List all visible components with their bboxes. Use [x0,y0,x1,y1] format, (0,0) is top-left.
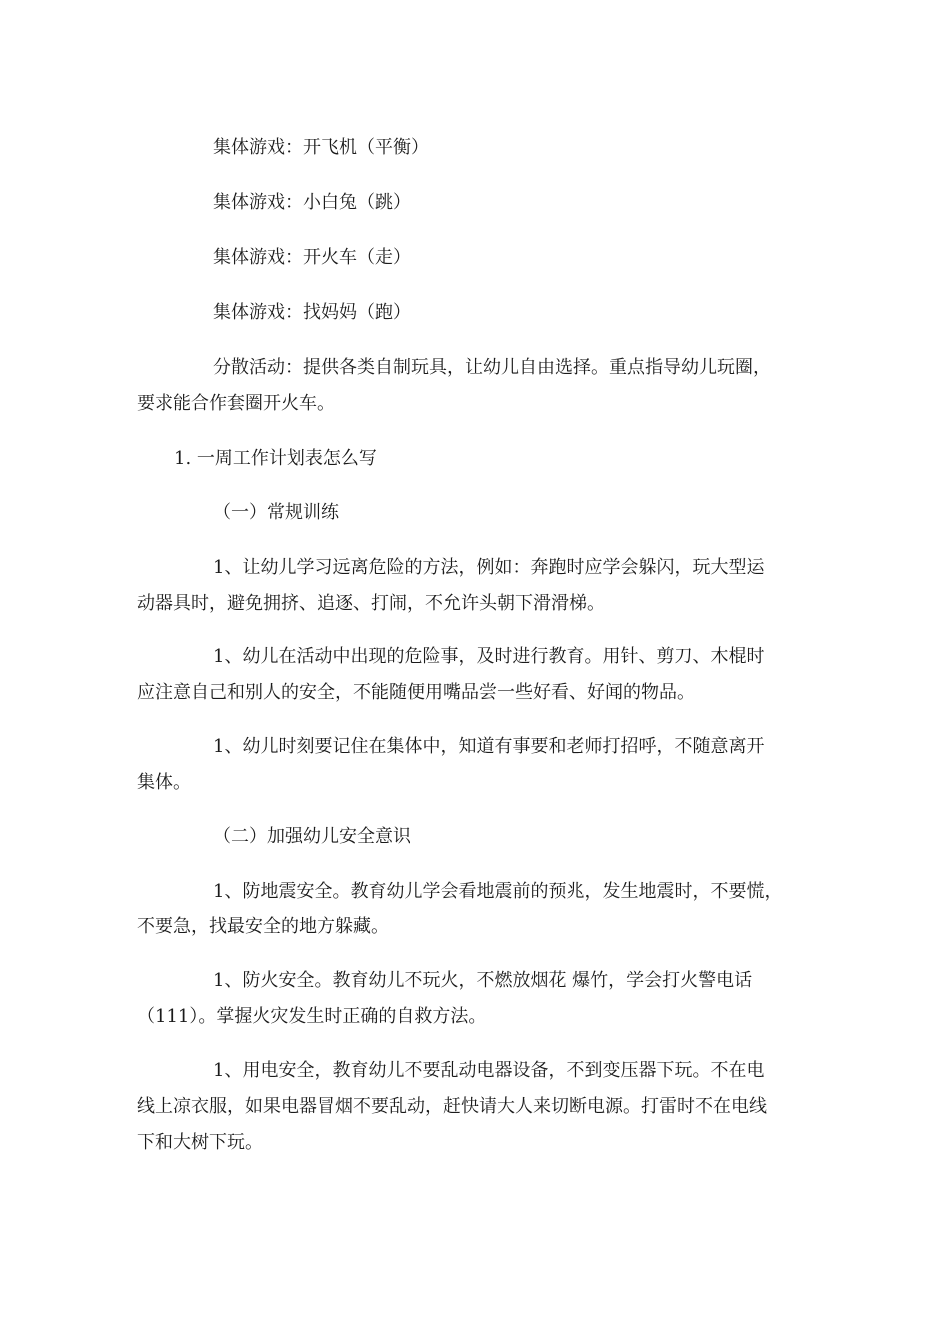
paragraph-avoid-danger-line-2: 动器具时，避免拥挤、追逐、打闹，不允许头朝下滑滑梯。 [137,593,605,614]
paragraph-free-activity-line-1: 分散活动：提供各类自制玩具，让幼儿自由选择。重点指导幼儿玩圈， [213,357,771,378]
paragraph-electricity-line-3: 下和大树下玩。 [137,1132,263,1153]
subheading-routine-training: （一）常规训练 [213,502,339,523]
paragraph-earthquake-line-2: 不要急，找最安全的地方躲藏。 [137,916,389,937]
text-line-game-mom: 集体游戏：找妈妈（跑） [213,302,411,323]
paragraph-education-line-1: 1、幼儿在活动中出现的危险事，及时进行教育。用针、剪刀、木棍时 [213,646,765,667]
text-line-game-rabbit: 集体游戏：小白兔（跳） [213,192,411,213]
paragraph-electricity-line-1: 1、用电安全，教育幼儿不要乱动电器设备，不到变压器下玩。不在电 [213,1060,765,1081]
paragraph-electricity-line-2: 线上凉衣服，如果电器冒烟不要乱动，赶快请大人来切断电源。打雷时不在电线 [137,1096,767,1117]
paragraph-avoid-danger-line-1: 1、让幼儿学习远离危险的方法，例如：奔跑时应学会躲闪，玩大型运 [213,557,765,578]
paragraph-group-line-2: 集体。 [137,772,191,793]
paragraph-education-line-2: 应注意自己和别人的安全，不能随便用嘴品尝一些好看、好闻的物品。 [137,682,695,703]
paragraph-free-activity-line-2: 要求能合作套圈开火车。 [137,393,335,414]
text-line-game-train: 集体游戏：开火车（走） [213,247,411,268]
subheading-safety-awareness: （二）加强幼儿安全意识 [213,826,411,847]
paragraph-fire-line-2: （111）。掌握火灾发生时正确的自救方法。 [137,1006,487,1027]
paragraph-earthquake-line-1: 1、防地震安全。教育幼儿学会看地震前的预兆，发生地震时，不要慌， [213,881,783,902]
paragraph-fire-line-1: 1、防火安全。教育幼儿不玩火，不燃放烟花 爆竹，学会打火警电话 [213,970,753,991]
text-line-game-plane: 集体游戏：开飞机（平衡） [213,137,429,158]
section-heading-weekly-plan: 1. 一周工作计划表怎么写 [174,448,377,469]
paragraph-group-line-1: 1、幼儿时刻要记住在集体中，知道有事要和老师打招呼，不随意离开 [213,736,765,757]
